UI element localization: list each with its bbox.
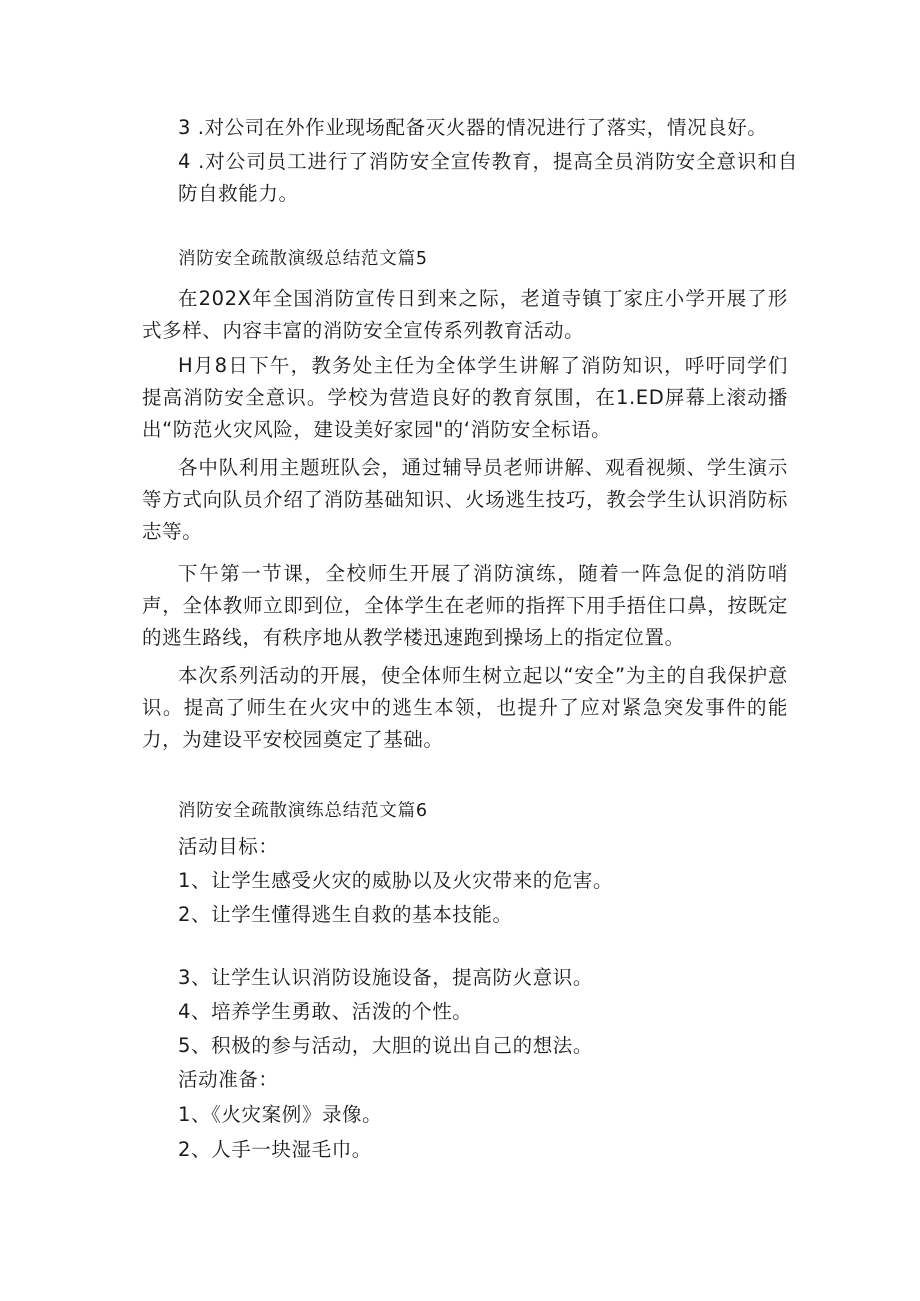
section-6-heading: 消防安全疏散演练总结范文篇6 — [178, 801, 428, 821]
section-5-paragraph-3: 各中队利用主题班队会，通过辅导员老师讲解、观看视频、学生演示等方式向队员介绍了消防基础知识、火场逃生技巧，教会学生认识消防标志等。 — [142, 456, 788, 543]
activity-prep-label: 活动准备： — [178, 1068, 279, 1091]
paragraph-item-4-text: 4 .对公司员工进行了消防安全宣传教育，提高全员消防安全意识和自防自救能力。 — [178, 150, 798, 205]
section-5-paragraph-5: 本次系列活动的开展，使全体师生树立起以“安全”为主的自我保护意识。提高了师生在火灾中的逃生本领，也提升了应对紧急突发事件的能力，为建设平安校园奠定了基础。 — [142, 664, 788, 751]
prep-item-1: 1、《火灾案例》录像。 — [178, 1103, 383, 1126]
section-5-paragraph-1: 在202X年全国消防宣传日到来之际，老道寺镇丁家庄小学开展了形式多样、内容丰富的消防安全宣传系列教育活动。 — [142, 287, 788, 342]
section-5-heading: 消防安全疏散演级总结范文篇5 — [178, 249, 428, 269]
section-5-paragraph-4: 下午第一节课，全校师生开展了消防演练，随着一阵急促的消防哨声，全体教师立即到位，全体学生在老师的指挥下用手捂住口鼻，按既定的逃生路线，有秩序地从教学楼迅速跑到操场上的指定位置。 — [142, 562, 788, 649]
goal-item-5: 5、积极的参与活动，大胆的说出自己的想法。 — [178, 1034, 594, 1057]
goal-item-1: 1、让学生感受火灾的威胁以及火灾带来的危害。 — [178, 869, 614, 892]
goal-item-4: 4、培养学生勇敢、活泼的个性。 — [178, 1000, 473, 1023]
paragraph-item-3: 3 .对公司在外作业现场配备灭火器的情况进行了落实，情况良好。 — [178, 116, 768, 139]
activity-goals-label: 活动目标： — [178, 835, 279, 858]
section-5-paragraph-2: H月8日下午，教务处主任为全体学生讲解了消防知识，呼吁同学们提高消防安全意识。学校为营造良好的教育氛围，在1.ED屏幕上滚动播出“防范火灾风险，建设美好家园"的‘消防安全标语。 — [142, 354, 788, 441]
goal-item-3: 3、让学生认识消防设施设备，提高防火意识。 — [178, 966, 594, 989]
paragraph-item-4 — [178, 146, 798, 210]
goal-item-2: 2、让学生懂得逃生自救的基本技能。 — [178, 903, 513, 926]
prep-item-2: 2、人手一块湿毛巾。 — [178, 1138, 372, 1161]
